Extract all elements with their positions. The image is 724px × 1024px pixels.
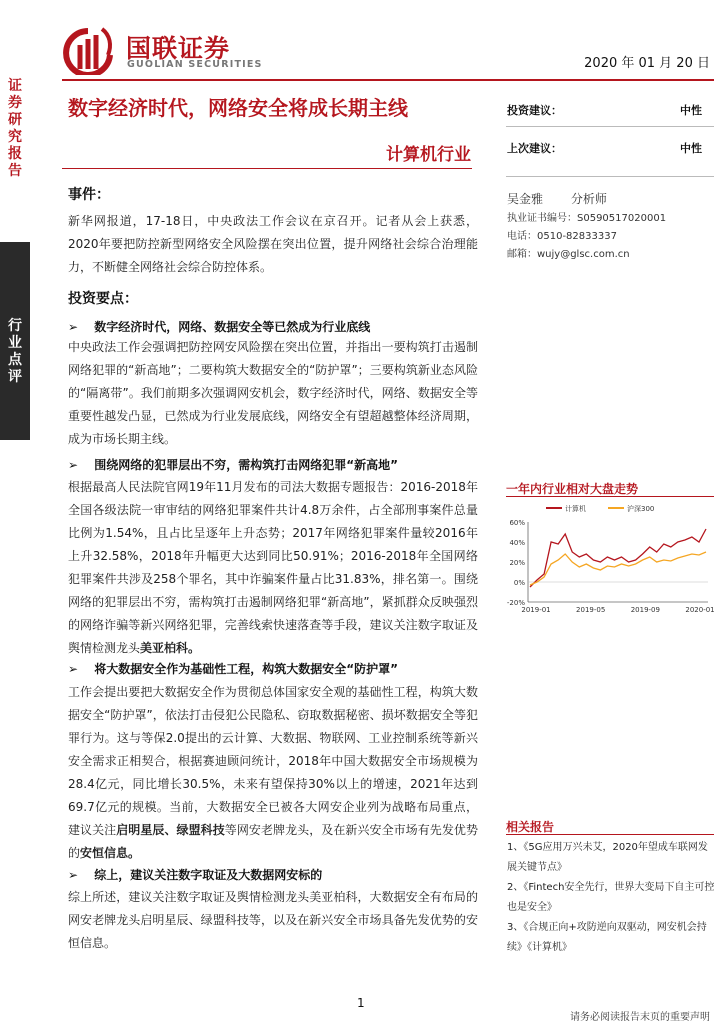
x-tick-label: 2019-01 — [521, 606, 551, 614]
author-name-row — [507, 190, 607, 207]
rating-divider-1 — [506, 126, 714, 127]
author-email[interactable]: 邮箱：wujy@glsc.com.cn — [507, 249, 630, 260]
point-4-title: 综上，建议关注数字取证及大数据网安标的 — [94, 868, 323, 882]
rating-divider-2 — [506, 176, 714, 177]
point-1-text: 中央政法工作会强调把防控网安风险摆在突出位置，并指出一要构筑打击遏制网络犯罪的“新高地”；二要构筑大数据安全的“防护罩”；三要构筑新业态风险的“隔离带”。我们前期多次强调网安机会，数字经济时代，网络、数据安全等重要性越发凸显，已然成为行业发展底线，网络安全有望超越整体经济周期，成为市场长期主线。 — [68, 340, 478, 446]
logo-mark-icon — [62, 25, 120, 75]
sidebar-category — [0, 60, 30, 240]
point-3-text — [68, 681, 478, 865]
y-tick-label: 40% — [509, 539, 525, 547]
arrow-bullet-icon: ➢ — [68, 320, 79, 334]
points-heading: 投资要点： — [68, 291, 138, 307]
author-phone: 电话：0510-82833337 — [507, 231, 617, 242]
report-title: 数字经济时代，网络安全将成长期主线 — [68, 96, 408, 120]
y-tick-label: -20% — [506, 599, 525, 607]
chart-title: 一年内行业相对大盘走势 — [506, 482, 639, 496]
disclaimer-note: 请务必阅读报告末页的重要声明 — [570, 1012, 710, 1023]
point-4-text: 综上所述，建议关注数字取证及舆情检测龙头美亚柏科，大数据安全有布局的网安老牌龙头启明星辰、绿盟科技等，以及在新兴安全市场具备先发优势的安恒信息。 — [68, 890, 478, 950]
related-heading: 相关报告 — [506, 820, 555, 834]
point-3-highlight-2: 安恒信息。 — [80, 846, 141, 860]
point-3-body: 工作会提出要把大数据安全作为贯彻总体国家安全观的基础性工程，构筑大数据安全“防护罩”，依法打击侵犯公民隐私、窃取数据秘密、损坏数据安全等犯罪行为。这与等保2.0提出的云计算、大数据、物联网、工业控制系统等新兴安全需求正相契合，根据赛迪顾问统计，2018年中国大数据安全市场规模为28.4亿元，同比增长30.5%，未来有望保持30%以上的增速，2021年达到69.7亿元的规模。当前，大数据安全已被各大网安企业列为战略布局重点，建议关注 — [68, 685, 478, 837]
sidebar-category-text: 证券研究报告 — [8, 78, 22, 179]
point-3-highlight-1: 启明星辰、绿盟科技 — [116, 823, 225, 837]
report-date: 2020 年 01 月 20 日 — [584, 56, 710, 71]
rating-previous-label: 上次建议： — [507, 142, 562, 155]
company-logo — [62, 25, 282, 75]
related-list — [507, 838, 715, 958]
chart-area — [506, 500, 716, 620]
related-item-2[interactable]: 2、《Fintech安全先行，世界大变局下自主可控也是安全》 — [507, 882, 715, 913]
point-3-title: 将大数据安全作为基础性工程，构筑大数据安全“防护罩” — [94, 662, 399, 676]
y-tick-label: 0% — [513, 579, 525, 587]
x-tick-label: 2019-05 — [576, 606, 606, 614]
point-2-title: 围绕网络的犯罪层出不穷，需构筑打击网络犯罪“新高地” — [94, 458, 399, 472]
sidebar-type — [0, 242, 30, 440]
page-number: 1 — [357, 996, 365, 1010]
series-line-1 — [530, 552, 706, 585]
related-item-3[interactable]: 3、《合规正向+攻防逆向双驱动，网安机会持续》《计算机》 — [507, 922, 707, 953]
event-text: 新华网报道，17-18日，中央政法工作会议在京召开。记者从会上获悉，2020年要把防控新型网络安全风险摆在突出位置，提升网络社会综合治理能力，不断健全网络社会综合防控体系。 — [68, 214, 478, 274]
title-divider — [62, 168, 472, 169]
rating-current-label: 投资建议： — [507, 104, 562, 117]
arrow-bullet-icon: ➢ — [68, 868, 79, 882]
logo-text-cn: 国联证券 — [126, 34, 231, 63]
rating-current-value: 中性 — [680, 104, 702, 117]
x-tick-label: 2020-01 — [685, 606, 715, 614]
point-2-text — [68, 476, 478, 660]
related-divider — [506, 834, 714, 835]
x-tick-label: 2019-09 — [630, 606, 660, 614]
point-2-title-row — [68, 456, 398, 473]
author-name: 吴金雅 — [507, 192, 544, 206]
point-4-title-row — [68, 866, 322, 883]
relative-performance-chart — [506, 500, 716, 620]
rating-previous-value: 中性 — [680, 142, 702, 155]
arrow-bullet-icon: ➢ — [68, 662, 79, 676]
point-1-title-row — [68, 318, 370, 335]
y-tick-label: 20% — [509, 559, 525, 567]
legend-label-0: 计算机 — [565, 505, 586, 513]
related-item-1[interactable]: 1、《5G应用万兴未艾，2020年望成车联网发展关键节点》 — [507, 842, 708, 873]
point-2-highlight: 美亚柏科。 — [140, 641, 201, 655]
industry-name: 计算机行业 — [386, 145, 471, 165]
logo-text-en: GUOLIAN SECURITIES — [127, 59, 263, 70]
point-2-body: 根据最高人民法院官网19年11月发布的司法大数据专题报告：2016-2018年全国各级法院一审审结的网络犯罪案件共计4.8万余件，占全部刑事案件总量比例为1.54%，且占比呈逐年上升态势；2017年网络犯罪案件量较2016年上升32.58%，2018年升幅更大达到同比50.91%；2016-2018年全国网络犯罪案件共涉及258个罪名，其中诈骗案件量占比31.83%，排名第一。围绕网络的犯罪层出不穷，需构筑打击遏制网络犯罪“新高地”，紧抓群众反映强烈的网络诈骗等新兴网络犯罪，完善线索快速落查等手段，建议关注数字取证及舆情检测龙头 — [68, 480, 478, 655]
point-1-title: 数字经济时代，网络、数据安全等已然成为行业底线 — [94, 320, 371, 334]
author-role: 分析师 — [570, 192, 607, 206]
arrow-bullet-icon: ➢ — [68, 458, 79, 472]
author-cert: 执业证书编号：S0590517020001 — [507, 213, 667, 224]
sidebar-type-text: 行业点评 — [8, 318, 22, 385]
point-3-title-row — [68, 660, 398, 677]
event-heading: 事件： — [68, 187, 110, 203]
y-tick-label: 60% — [509, 519, 525, 527]
header-divider — [62, 79, 714, 81]
point-3-body-2: 等网安老牌龙头，及在新兴安全市场有先发优势的 — [68, 823, 478, 860]
chart-title-divider — [506, 496, 714, 497]
legend-label-1: 沪深300 — [627, 505, 655, 513]
